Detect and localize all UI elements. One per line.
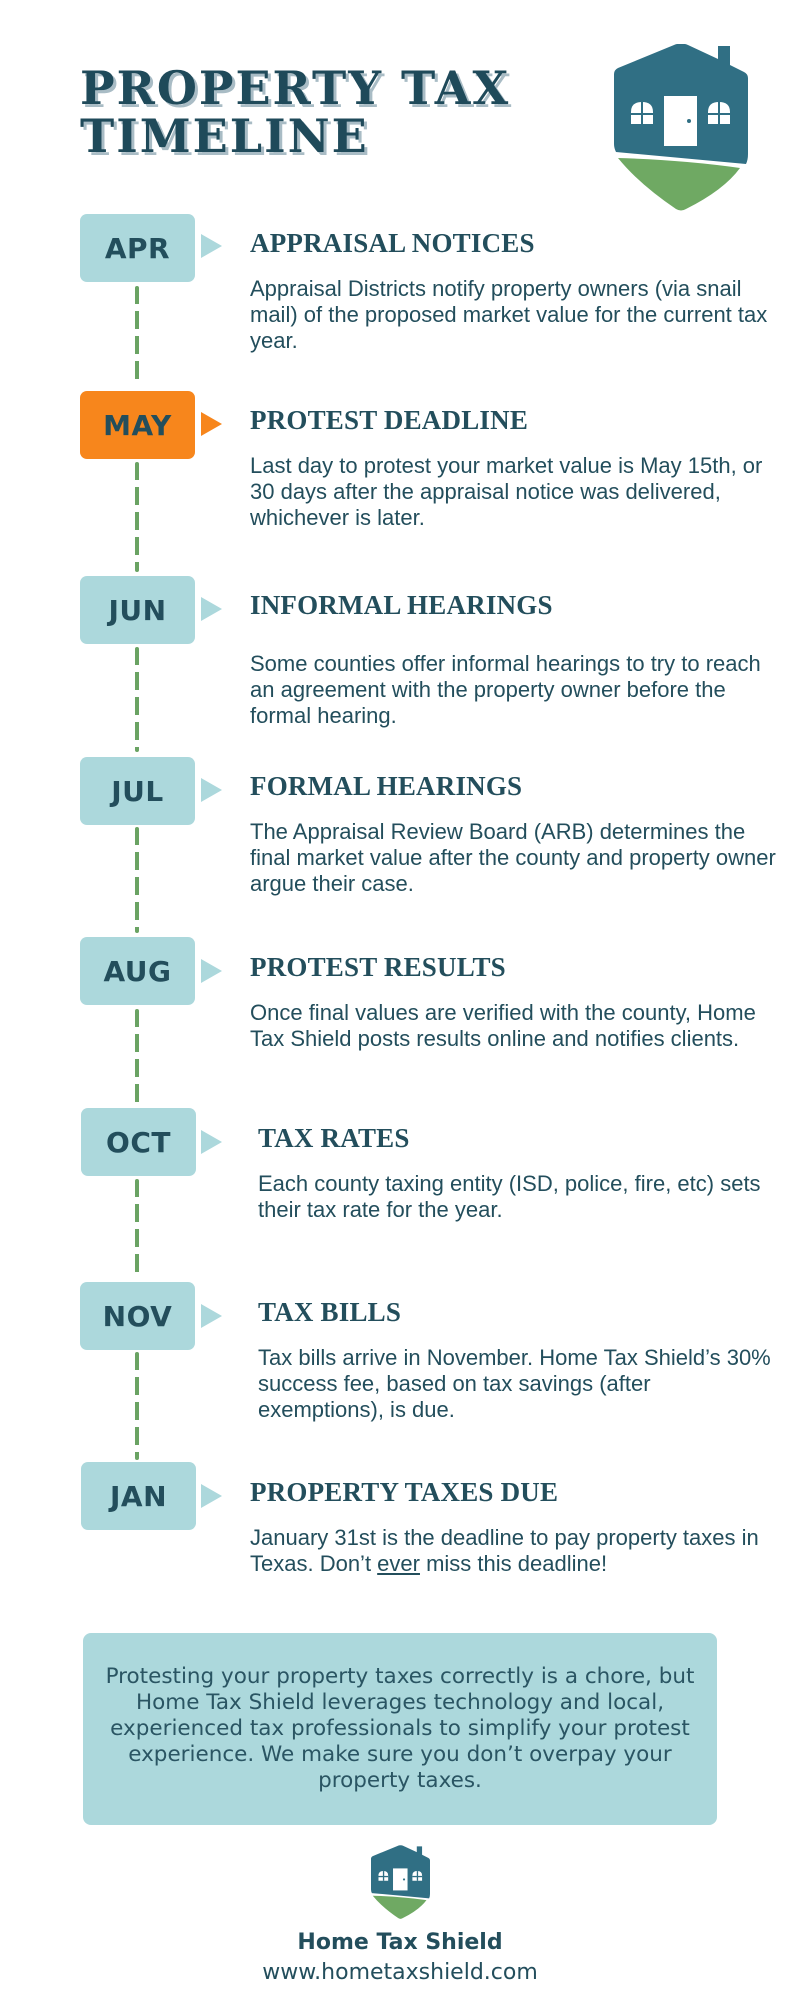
page-title xyxy=(80,61,511,163)
website-link[interactable]: www.hometaxshield.com xyxy=(262,1960,538,1985)
title-line-2: TIMELINE xyxy=(80,109,369,163)
month-badge-apr: APR xyxy=(80,214,195,282)
event-description: Appraisal Districts notify property owners (via snail mail) of the proposed market value for the current tax year. xyxy=(250,276,768,353)
event-title: PROPERTY TAXES DUE xyxy=(250,1477,559,1507)
event-description: Tax bills arrive in November. Home Tax Shield’s 30% success fee, based on tax savings (after exemptions), is due. xyxy=(258,1345,771,1422)
event-title: TAX BILLS xyxy=(258,1297,402,1327)
arrow-right-icon xyxy=(201,597,222,621)
event-title: INFORMAL HEARINGS xyxy=(250,590,553,620)
timeline-connector xyxy=(135,1179,139,1278)
arrow-right-icon xyxy=(201,412,222,436)
event-description: Once final values are verified with the county, Home Tax Shield posts results online and notifies clients. xyxy=(250,1000,756,1051)
arrow-right-icon xyxy=(201,234,222,258)
description-emphasis: ever xyxy=(377,1551,420,1576)
house-shield-logo-icon xyxy=(614,44,748,212)
description-text: January 31st is the deadline to pay property taxes in Texas. Don’t xyxy=(250,1525,759,1576)
timeline-connector xyxy=(135,462,139,572)
event-description: The Appraisal Review Board (ARB) determines the final market value after the county and property owner argue their case. xyxy=(250,819,776,896)
timeline-connector xyxy=(135,827,139,933)
brand-name: Home Tax Shield xyxy=(297,1930,503,1955)
month-badge-jul: JUL xyxy=(80,757,195,825)
event-description: Some counties offer informal hearings to try to reach an agreement with the property owner before the formal hearing. xyxy=(250,651,761,728)
summary-text: Protesting your property taxes correctly is a chore, but Home Tax Shield leverages technology and local, experienced tax professionals to simplify your protest experience. We make sure you don’t overpay your property taxes. xyxy=(105,1664,695,1793)
arrow-right-icon xyxy=(201,1484,222,1508)
month-badge-oct: OCT xyxy=(81,1108,196,1176)
arrow-right-icon xyxy=(201,959,222,983)
event-description: Last day to protest your market value is May 15th, or 30 days after the appraisal notice was delivered, whichever is later. xyxy=(250,453,763,530)
month-badge-jun: JUN xyxy=(80,576,195,644)
event-title: FORMAL HEARINGS xyxy=(250,771,523,801)
description-text: miss this deadline! xyxy=(419,1551,608,1576)
event-description xyxy=(250,1525,770,1577)
event-title: PROTEST RESULTS xyxy=(250,952,506,982)
event-title: PROTEST DEADLINE xyxy=(250,405,529,435)
arrow-right-icon xyxy=(201,778,222,802)
arrow-right-icon xyxy=(201,1130,222,1154)
month-badge-jan: JAN xyxy=(81,1462,196,1530)
timeline-connector xyxy=(135,647,139,752)
house-shield-logo-icon xyxy=(371,1845,430,1920)
summary-callout xyxy=(83,1633,717,1825)
month-badge-aug: AUG xyxy=(80,937,195,1005)
event-title: APPRAISAL NOTICES xyxy=(250,228,535,258)
month-badge-nov: NOV xyxy=(80,1282,195,1350)
arrow-right-icon xyxy=(201,1304,222,1328)
event-title: TAX RATES xyxy=(258,1123,410,1153)
timeline-connector xyxy=(135,1352,139,1460)
timeline-connector xyxy=(135,286,139,386)
event-description: Each county taxing entity (ISD, police, fire, etc) sets their tax rate for the year. xyxy=(258,1171,761,1222)
month-badge-may: MAY xyxy=(80,391,195,459)
title-line-1: PROPERTY TAX xyxy=(80,61,511,115)
timeline-connector xyxy=(135,1009,139,1104)
